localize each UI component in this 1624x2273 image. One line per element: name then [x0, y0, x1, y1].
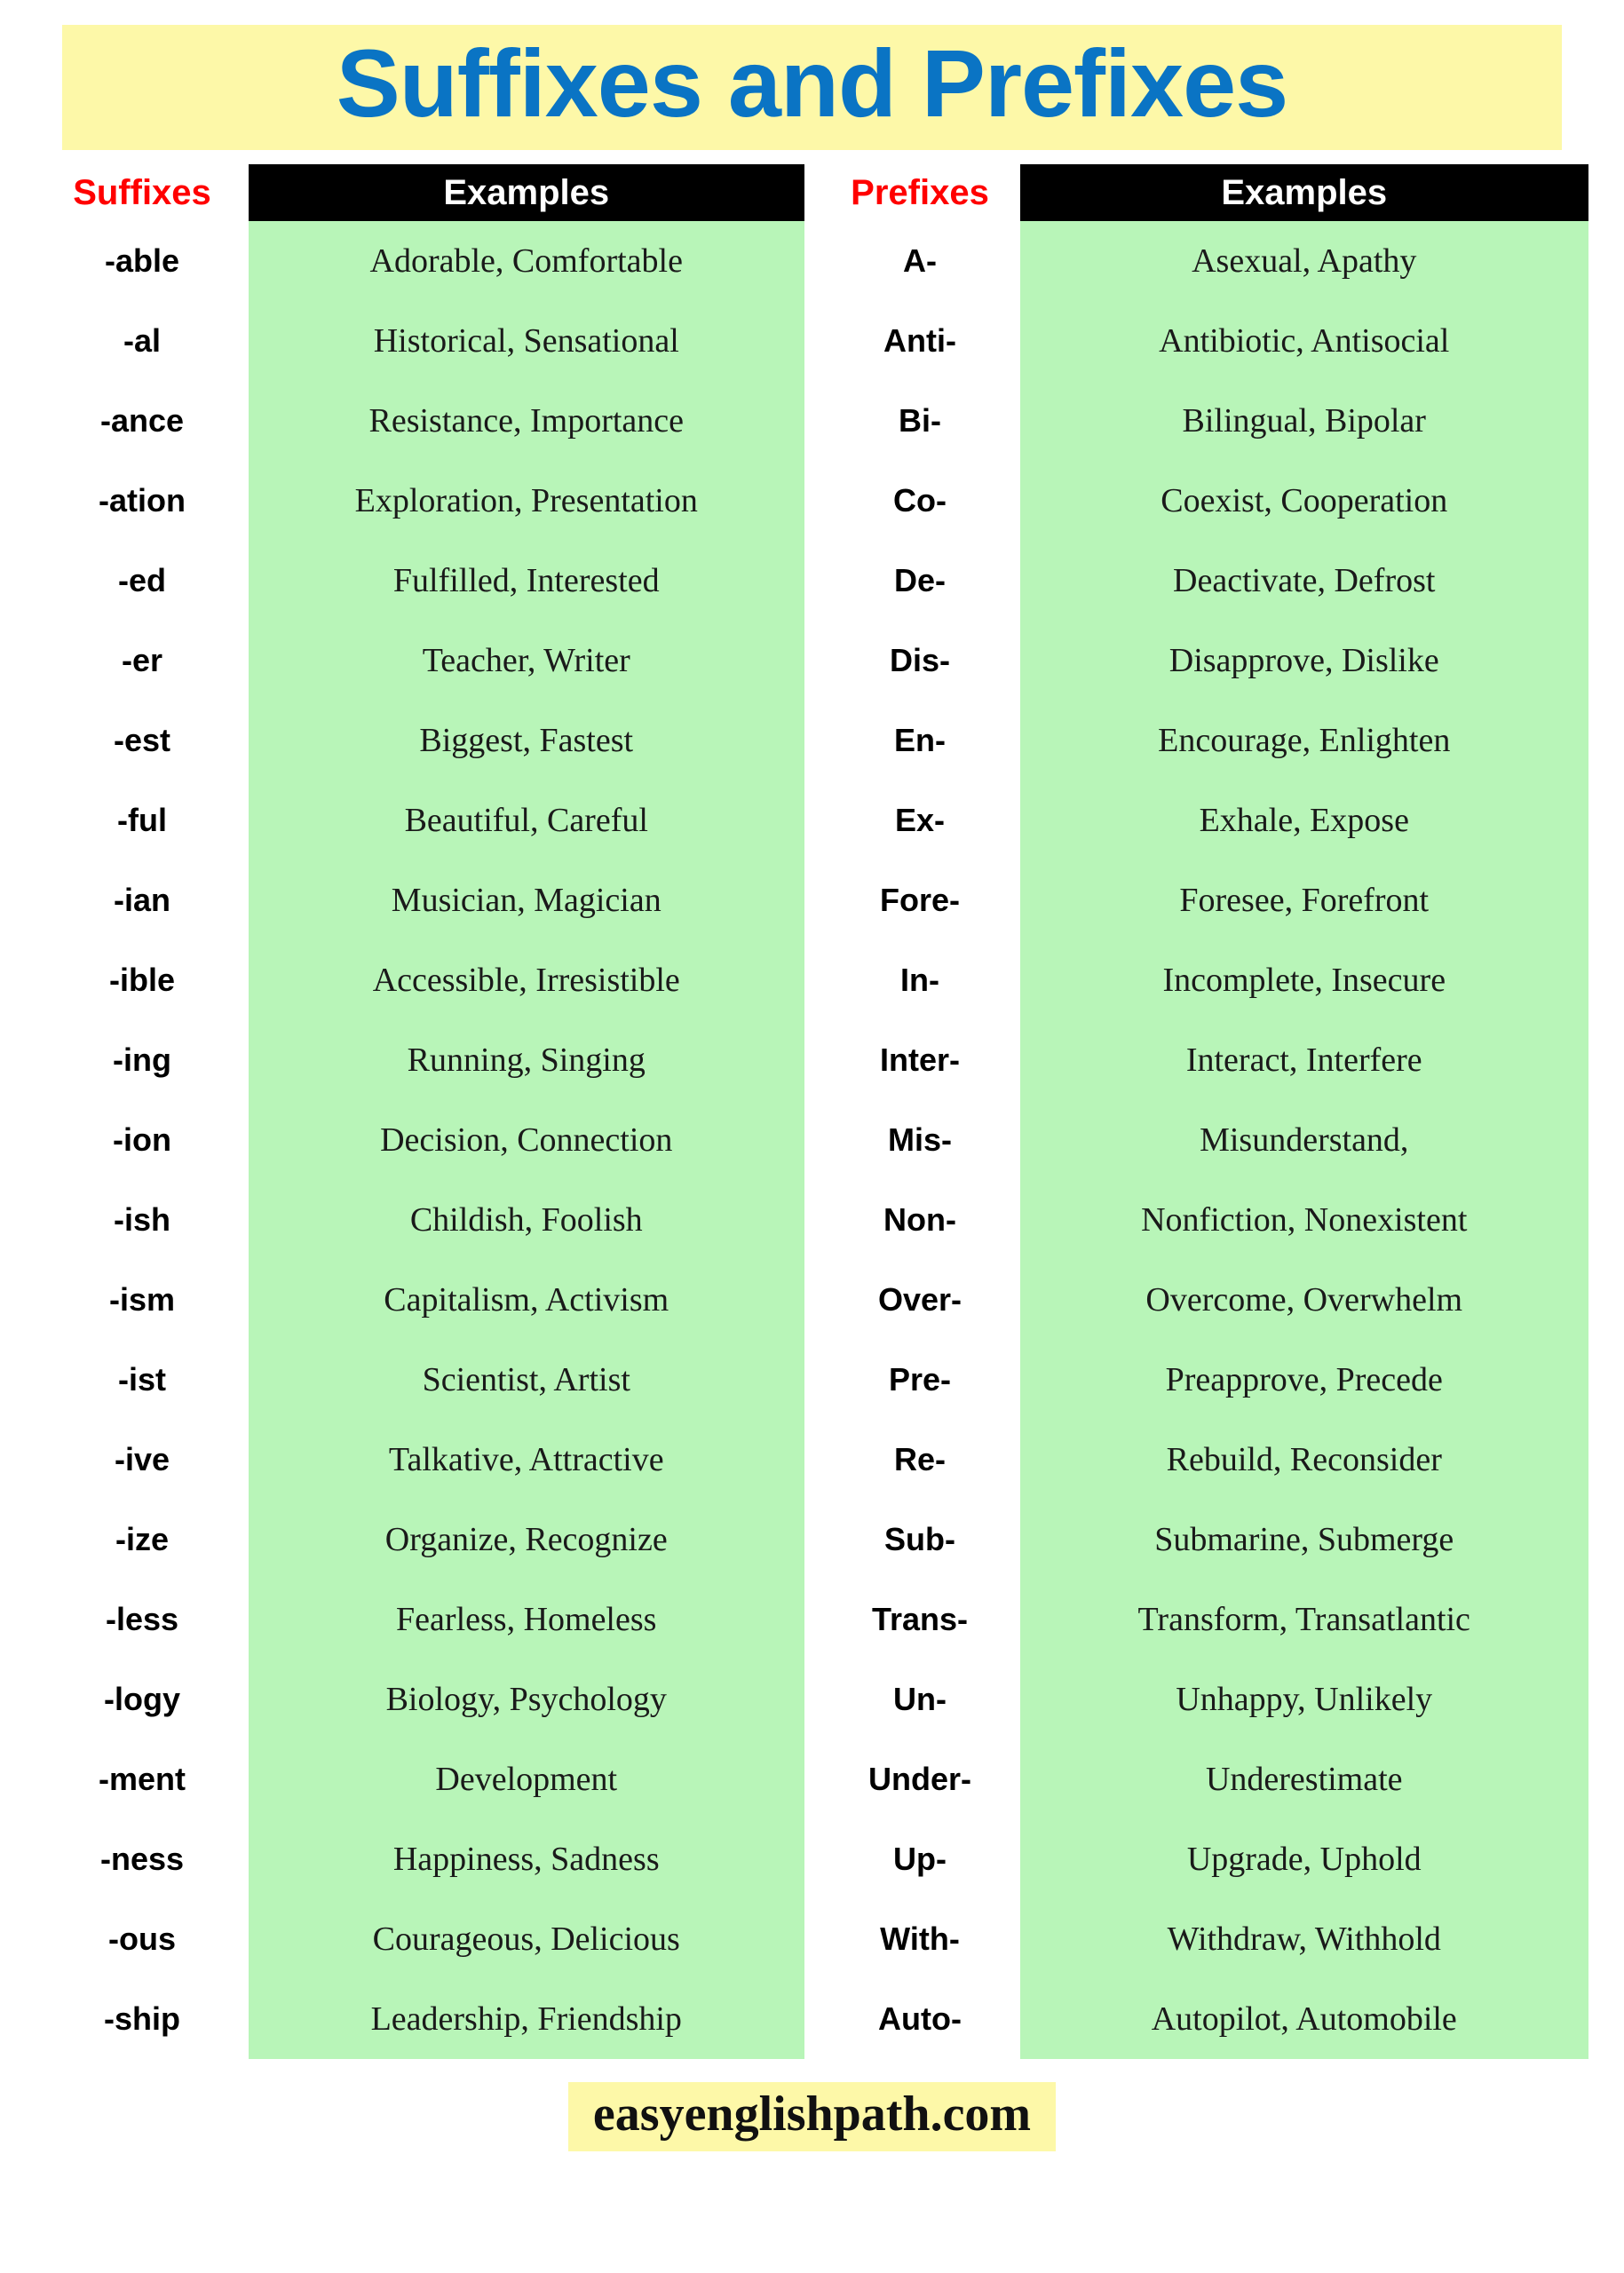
- tables-container: [36, 164, 1588, 2059]
- site-name: easyenglishpath.com: [592, 2086, 1032, 2142]
- suffixes-table: [36, 164, 804, 2059]
- suffix-key-cell: -ed: [118, 561, 166, 598]
- suffix-examples-cell: Fearless, Homeless: [396, 1600, 657, 1638]
- prefix-key-cell: Sub-: [884, 1520, 955, 1557]
- suffix-key-cell: -ship: [104, 2000, 180, 2037]
- suffix-examples-cell: Organize, Recognize: [384, 1520, 668, 1558]
- prefix-examples-cell: Incomplete, Insecure: [1162, 961, 1446, 999]
- prefix-examples-cell: Foresee, Forefront: [1179, 881, 1430, 919]
- prefix-key-cell: Auto-: [878, 2000, 962, 2037]
- prefix-examples-cell: Autopilot, Automobile: [1151, 2000, 1457, 2038]
- prefix-examples-cell: Asexual, Apathy: [1192, 242, 1417, 280]
- suffix-key-cell: -er: [121, 641, 163, 678]
- prefix-key-cell: Dis-: [889, 641, 950, 678]
- suffix-key-cell: -ible: [108, 961, 175, 998]
- suffix-examples-cell: Decision, Connection: [380, 1121, 673, 1159]
- suffixes-examples-list: [249, 221, 804, 2059]
- prefix-key-cell: A-: [903, 242, 937, 279]
- prefix-examples-cell: Underestimate: [1205, 1760, 1403, 1798]
- prefix-examples-cell: Upgrade, Uphold: [1186, 1840, 1422, 1878]
- suffix-examples-cell: Historical, Sensational: [373, 321, 679, 360]
- suffix-examples-cell: Beautiful, Careful: [404, 801, 648, 839]
- suffix-examples-cell: Leadership, Friendship: [370, 2000, 682, 2038]
- suffix-examples-cell: Childish, Foolish: [409, 1200, 643, 1239]
- page-title: Suffixes and Prefixes: [336, 29, 1288, 137]
- prefix-examples-cell: Bilingual, Bipolar: [1182, 401, 1426, 440]
- suffix-key-cell: -ian: [113, 881, 170, 918]
- prefix-examples-cell: Transform, Transatlantic: [1137, 1600, 1470, 1638]
- prefix-key-cell: Trans-: [871, 1600, 969, 1637]
- suffix-examples-cell: Resistance, Importance: [368, 401, 685, 440]
- prefix-key-cell: Co-: [893, 481, 947, 519]
- suffixes-examples-header: Examples: [249, 164, 804, 221]
- prefix-examples-cell: Antibiotic, Antisocial: [1159, 321, 1450, 360]
- suffix-examples-cell: Adorable, Comfortable: [369, 242, 683, 280]
- prefix-examples-cell: Encourage, Enlighten: [1158, 721, 1451, 759]
- suffix-key-cell: -ion: [113, 1121, 171, 1158]
- prefix-examples-cell: Nonfiction, Nonexistent: [1141, 1200, 1468, 1239]
- prefix-key-cell: With-: [880, 1920, 960, 1957]
- prefix-key-cell: Up-: [893, 1840, 947, 1877]
- prefix-key-cell: Non-: [883, 1200, 956, 1238]
- prefix-key-cell: Ex-: [894, 801, 946, 838]
- suffixes-column-header: Suffixes: [73, 172, 211, 212]
- prefixes-examples-list: [1020, 221, 1589, 2059]
- prefix-examples-cell: Submarine, Submerge: [1154, 1520, 1454, 1558]
- prefix-examples-cell: Misunderstand,: [1200, 1121, 1409, 1159]
- suffix-examples-cell: Talkative, Attractive: [388, 1440, 664, 1478]
- suffix-examples-cell: Exploration, Presentation: [354, 481, 698, 519]
- suffix-key-cell: -ness: [99, 1840, 185, 1877]
- prefixes-key-column: [820, 164, 1020, 2059]
- suffix-key-cell: -ation: [99, 481, 186, 519]
- prefix-key-cell: In-: [900, 961, 939, 998]
- suffix-key-cell: -ous: [108, 1920, 176, 1957]
- prefixes-table: [820, 164, 1589, 2059]
- suffix-examples-cell: Capitalism, Activism: [384, 1280, 669, 1319]
- suffix-key-cell: -ing: [113, 1041, 171, 1078]
- prefix-key-cell: Under-: [868, 1760, 971, 1797]
- suffix-examples-cell: Musician, Magician: [391, 881, 661, 919]
- prefix-examples-cell: Preapprove, Precede: [1165, 1360, 1443, 1398]
- suffix-key-cell: -able: [104, 242, 180, 279]
- prefix-key-cell: Inter-: [880, 1041, 960, 1078]
- prefix-examples-cell: Rebuild, Reconsider: [1166, 1440, 1442, 1478]
- prefix-key-cell: Bi-: [899, 401, 941, 439]
- prefix-key-cell: Mis-: [888, 1121, 952, 1158]
- suffix-key-cell: -ive: [114, 1440, 170, 1477]
- prefix-examples-cell: Interact, Interfere: [1185, 1041, 1422, 1079]
- suffix-key-cell: -al: [123, 321, 161, 359]
- suffixes-key-column: [36, 164, 249, 2059]
- prefix-examples-cell: Coexist, Cooperation: [1161, 481, 1448, 519]
- suffix-key-cell: -ize: [115, 1520, 169, 1557]
- suffix-examples-cell: Fulfilled, Interested: [392, 561, 660, 599]
- suffixes-key-list: [36, 221, 249, 2059]
- suffix-examples-cell: Development: [435, 1760, 618, 1798]
- suffix-examples-cell: Accessible, Irresistible: [372, 961, 680, 999]
- prefix-key-cell: Re-: [893, 1440, 946, 1477]
- footer-banner: [568, 2082, 1056, 2151]
- suffix-examples-cell: Running, Singing: [407, 1041, 646, 1079]
- suffix-key-cell: -ful: [117, 801, 167, 838]
- suffix-key-cell: -est: [113, 721, 171, 758]
- title-banner: [62, 25, 1562, 150]
- suffix-examples-cell: Biggest, Fastest: [419, 721, 634, 759]
- prefix-examples-cell: Exhale, Expose: [1199, 801, 1409, 839]
- suffixes-examples-column: [249, 164, 804, 2059]
- prefix-key-cell: Fore-: [880, 881, 960, 918]
- prefix-key-cell: De-: [893, 561, 946, 598]
- suffix-key-cell: -logy: [104, 1680, 180, 1717]
- prefix-key-cell: Over-: [877, 1280, 963, 1318]
- suffix-key-cell: -ance: [99, 401, 185, 439]
- footer: [36, 2082, 1588, 2151]
- suffix-examples-cell: Biology, Psychology: [385, 1680, 667, 1718]
- prefixes-column-header: Prefixes: [851, 172, 989, 212]
- suffix-key-cell: -ist: [118, 1360, 166, 1398]
- prefix-key-cell: Anti-: [883, 321, 956, 359]
- prefixes-key-list: [820, 221, 1020, 2059]
- suffix-key-cell: -ish: [113, 1200, 170, 1238]
- prefix-examples-cell: Withdraw, Withhold: [1167, 1920, 1441, 1958]
- suffix-examples-cell: Courageous, Delicious: [372, 1920, 680, 1958]
- suffix-examples-cell: Teacher, Writer: [422, 641, 630, 679]
- suffix-key-cell: -ment: [99, 1760, 186, 1797]
- prefix-examples-cell: Unhappy, Unlikely: [1176, 1680, 1433, 1718]
- prefixes-examples-header: Examples: [1020, 164, 1589, 221]
- prefix-key-cell: Pre-: [888, 1360, 952, 1398]
- suffix-examples-cell: Scientist, Artist: [422, 1360, 630, 1398]
- prefix-examples-cell: Overcome, Overwhelm: [1145, 1280, 1463, 1319]
- suffix-key-cell: -ism: [108, 1280, 176, 1318]
- prefix-examples-cell: Deactivate, Defrost: [1173, 561, 1436, 599]
- prefixes-examples-column: [1020, 164, 1589, 2059]
- suffix-key-cell: -less: [105, 1600, 179, 1637]
- prefix-key-cell: Un-: [893, 1680, 947, 1717]
- suffix-examples-cell: Happiness, Sadness: [392, 1840, 660, 1878]
- prefix-examples-cell: Disapprove, Dislike: [1168, 641, 1439, 679]
- prefix-key-cell: En-: [894, 721, 946, 758]
